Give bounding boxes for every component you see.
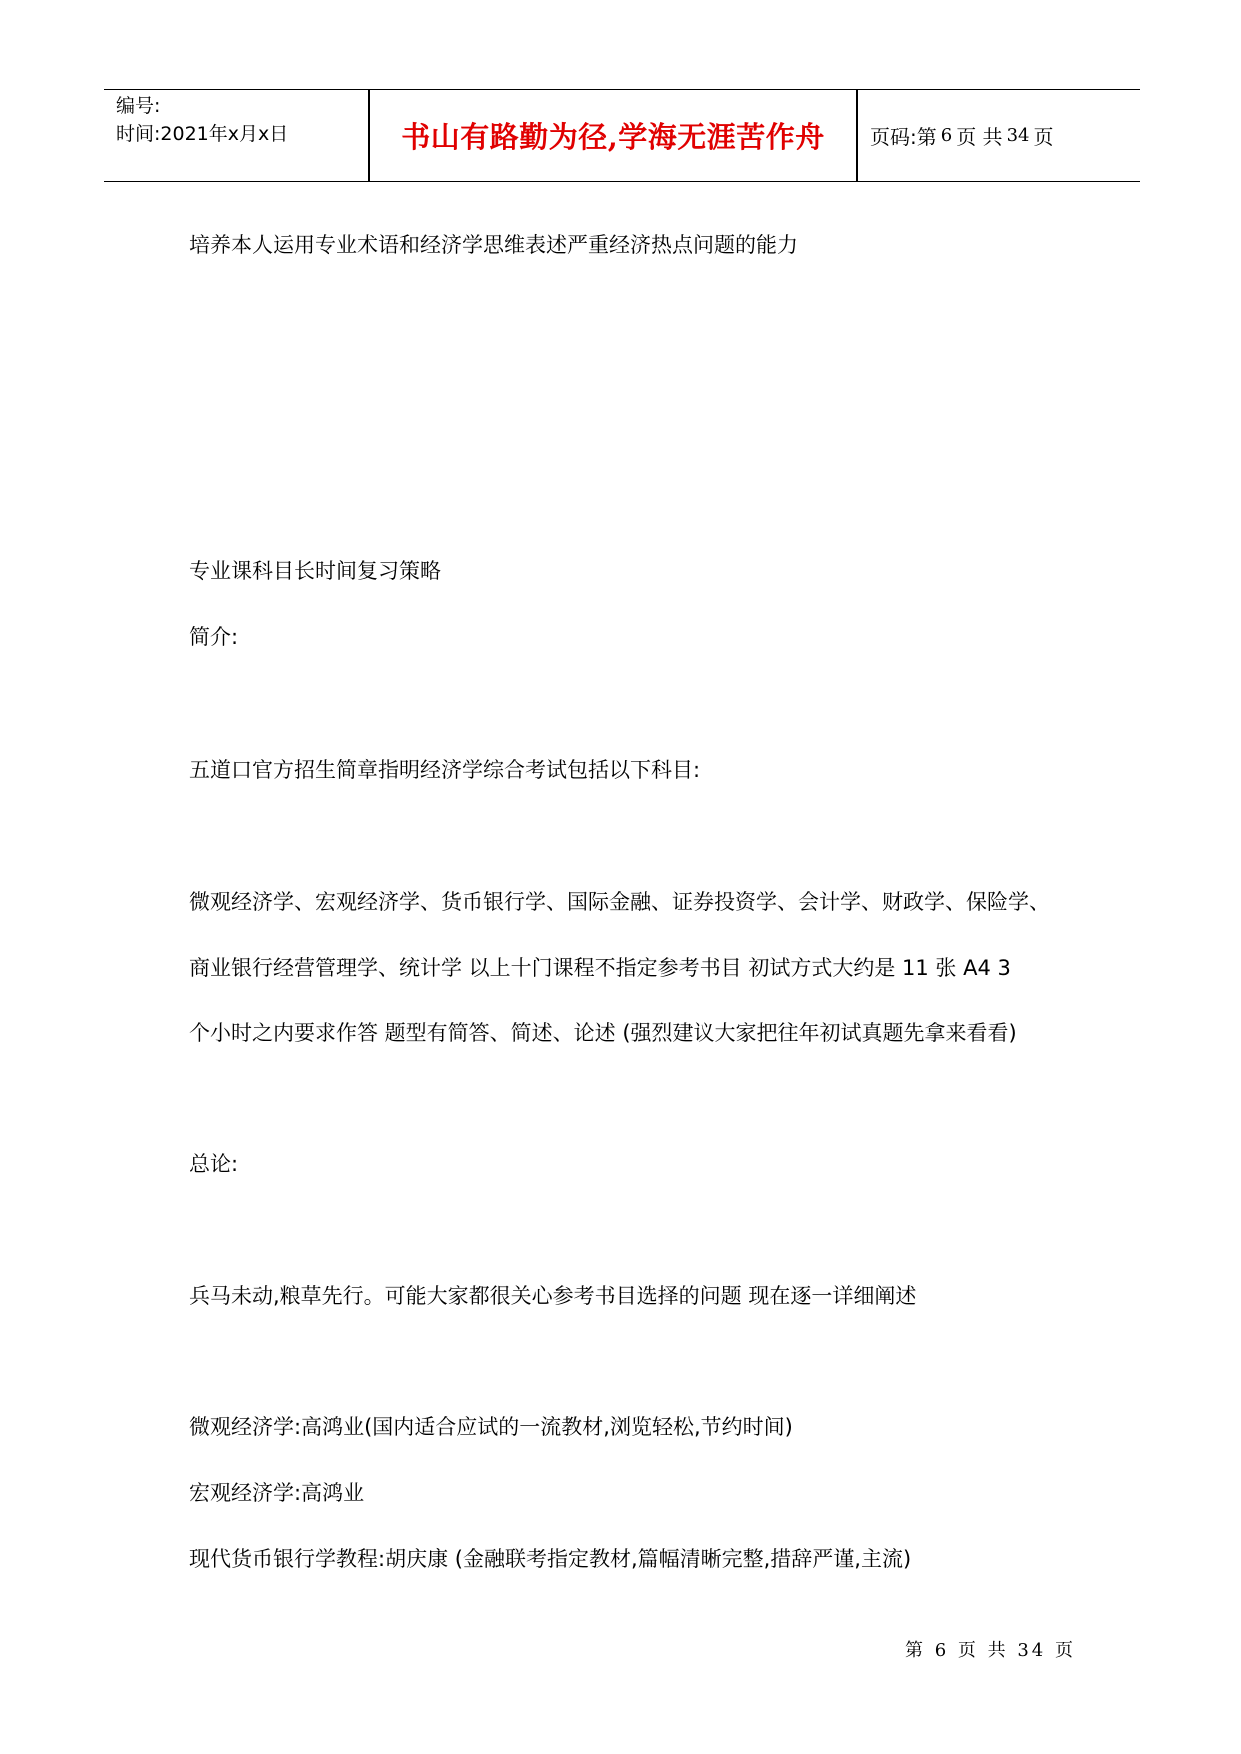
paragraph: 个小时之内要求作答 题型有简答、简述、论述 (强烈建议大家把往年初试真题先拿来看看) xyxy=(189,1021,1017,1045)
page-suffix: 页 xyxy=(1033,125,1054,149)
page-footer: 第 6 页 共 34 页 xyxy=(905,1640,1076,1661)
paragraph: 微观经济学、宏观经济学、货币银行学、国际金融、证券投资学、会计学、财政学、保险学、 xyxy=(189,890,1050,914)
page-prefix: 页码:第 xyxy=(870,125,937,149)
page-mid: 页 共 xyxy=(956,125,1003,149)
paragraph: 总论: xyxy=(189,1152,239,1176)
paragraph: 微观经济学:高鸿业(国内适合应试的一流教材,浏览轻松,节约时间) xyxy=(189,1415,793,1439)
paragraph: 商业银行经营管理学、统计学 以上十门课程不指定参考书目 初试方式大约是 11 张 A4 3 xyxy=(189,956,1011,980)
page-total: 34 xyxy=(1006,125,1030,146)
paragraph: 现代货币银行学教程:胡庆康 (金融联考指定教材,篇幅清晰完整,措辞严谨,主流) xyxy=(189,1547,912,1571)
paragraph: 五道口官方招生简章指明经济学综合考试包括以下科目: xyxy=(189,758,701,782)
header-page-indicator xyxy=(870,90,1053,181)
section-heading: 专业课科目长时间复习策略 xyxy=(189,559,441,583)
paragraph: 简介: xyxy=(189,625,239,649)
header-motto: 书山有路勤为径,学海无涯苦作舟 xyxy=(401,120,825,154)
document-header xyxy=(104,89,1140,182)
document-time-label: 时间:2021年x月x日 xyxy=(116,123,289,145)
header-meta xyxy=(116,92,366,148)
document-number-label: 编号: xyxy=(116,95,161,117)
paragraph: 培养本人运用专业术语和经济学思维表述严重经济热点问题的能力 xyxy=(189,233,798,257)
paragraph: 兵马未动,粮草先行。可能大家都很关心参考书目选择的问题 现在逐一详细阐述 xyxy=(189,1284,917,1308)
page-current: 6 xyxy=(940,125,953,146)
paragraph: 宏观经济学:高鸿业 xyxy=(189,1481,365,1505)
header-divider xyxy=(856,90,858,181)
